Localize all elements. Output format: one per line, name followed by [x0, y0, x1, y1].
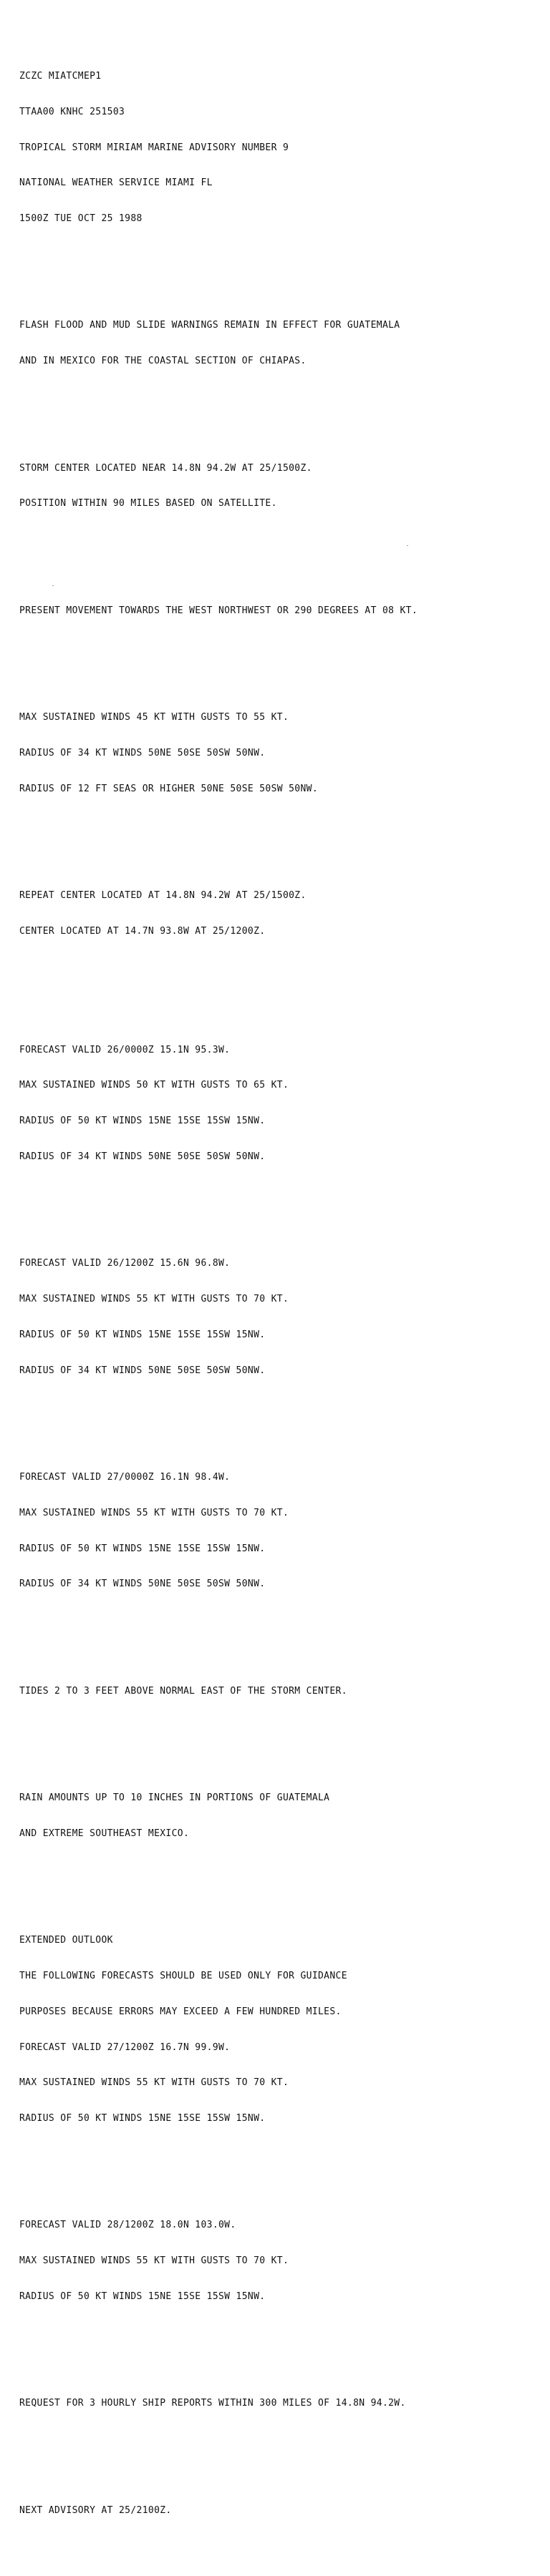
extended-forecast-block: [19, 2196, 542, 2327]
ship-report-request: [19, 2374, 542, 2434]
repeat-center-paragraph: [19, 867, 542, 962]
text-line: PRESENT MOVEMENT TOWARDS THE WEST NORTHWEST OR 290 DEGREES AT 08 KT.: [19, 605, 418, 616]
movement-paragraph: [19, 582, 542, 641]
text-line: FORECAST VALID 27/1200Z 16.7N 99.9W.: [19, 2041, 231, 2053]
text-line: FORECAST VALID 26/1200Z 15.6N 96.8W.: [19, 1258, 231, 1269]
text-line: STORM CENTER LOCATED NEAR 14.8N 94.2W AT 25/1500Z.: [19, 462, 312, 474]
text-line: RAIN AMOUNTS UP TO 10 INCHES IN PORTIONS OF GUATEMALA: [19, 1792, 330, 1804]
text-line: RADIUS OF 50 KT WINDS 15NE 15SE 15SW 15NW.: [19, 1116, 266, 1127]
tides-paragraph: [19, 1662, 542, 1722]
winds-paragraph: [19, 688, 542, 819]
header-line: TTAA00 KNHC 251503: [19, 106, 125, 117]
text-line: NEXT ADVISORY AT 25/2100Z.: [19, 2504, 172, 2516]
section-heading: EXTENDED OUTLOOK: [19, 1935, 113, 1946]
text-line: RADIUS OF 50 KT WINDS 15NE 15SE 15SW 15NW.: [19, 1543, 266, 1554]
text-line: AND IN MEXICO FOR THE COASTAL SECTION OF CHIAPAS.: [19, 356, 307, 367]
text-line: RADIUS OF 12 FT SEAS OR HIGHER 50NE 50SE 50SW 50NW.: [19, 783, 319, 794]
text-line: RADIUS OF 34 KT WINDS 50NE 50SE 50SW 50NW.: [19, 747, 266, 758]
text-line: TIDES 2 TO 3 FEET ABOVE NORMAL EAST OF THE STORM CENTER.: [19, 1685, 347, 1697]
text-line: RADIUS OF 34 KT WINDS 50NE 50SE 50SW 50NW.: [19, 1151, 266, 1162]
text-line: RADIUS OF 50 KT WINDS 15NE 15SE 15SW 15NW.: [19, 2113, 266, 2124]
text-line: POSITION WITHIN 90 MILES BASED ON SATELLITE.: [19, 498, 277, 509]
text-line: RADIUS OF 50 KT WINDS 15NE 15SE 15SW 15NW.: [19, 1329, 266, 1340]
text-line: THE FOLLOWING FORECASTS SHOULD BE USED ONLY FOR GUIDANCE: [19, 1970, 347, 1981]
scan-speck: [52, 585, 54, 586]
scan-speck: [407, 545, 408, 546]
text-line: FORECAST VALID 28/1200Z 18.0N 103.0W.: [19, 2220, 236, 2231]
text-line: RADIUS OF 50 KT WINDS 15NE 15SE 15SW 15NW.: [19, 2291, 266, 2302]
text-line: RADIUS OF 34 KT WINDS 50NE 50SE 50SW 50NW.: [19, 1365, 266, 1376]
text-line: MAX SUSTAINED WINDS 55 KT WITH GUSTS TO 70 KT.: [19, 1294, 289, 1305]
text-line: MAX SUSTAINED WINDS 55 KT WITH GUSTS TO 70 KT.: [19, 2255, 289, 2267]
text-line: PURPOSES BECAUSE ERRORS MAY EXCEED A FEW HUNDRED MILES.: [19, 2006, 342, 2017]
storm-center-paragraph: [19, 439, 542, 534]
text-line: FORECAST VALID 26/0000Z 15.1N 95.3W.: [19, 1044, 231, 1055]
text-line: REPEAT CENTER LOCATED AT 14.8N 94.2W AT 25/1500Z.: [19, 889, 307, 901]
issue-time: 1500Z TUE OCT 25 1988: [19, 213, 143, 225]
header-line: ZCZC MIATCMEP1: [19, 70, 102, 82]
forecast-block: [19, 1448, 542, 1614]
text-line: AND EXTREME SOUTHEAST MEXICO.: [19, 1828, 190, 1839]
extended-outlook-block: [19, 1911, 542, 2149]
next-advisory: [19, 2482, 542, 2541]
text-line: MAX SUSTAINED WINDS 55 KT WITH GUSTS TO 70 KT.: [19, 2077, 289, 2089]
advisory-document: [19, 11, 542, 2576]
issuing-office: NATIONAL WEATHER SERVICE MIAMI FL: [19, 177, 213, 189]
text-line: RADIUS OF 34 KT WINDS 50NE 50SE 50SW 50NW.: [19, 1579, 266, 1590]
rain-paragraph: [19, 1769, 542, 1864]
header-block: [19, 47, 542, 249]
text-line: MAX SUSTAINED WINDS 55 KT WITH GUSTS TO 70 KT.: [19, 1507, 289, 1518]
warnings-paragraph: [19, 296, 542, 391]
text-line: FLASH FLOOD AND MUD SLIDE WARNINGS REMAIN IN EFFECT FOR GUATEMALA: [19, 320, 400, 331]
text-line: MAX SUSTAINED WINDS 45 KT WITH GUSTS TO 55 KT.: [19, 712, 289, 723]
advisory-title: TROPICAL STORM MIRIAM MARINE ADVISORY NUMBER 9: [19, 142, 289, 153]
forecast-block: [19, 1234, 542, 1400]
text-line: FORECAST VALID 27/0000Z 16.1N 98.4W.: [19, 1472, 231, 1483]
text-line: CENTER LOCATED AT 14.7N 93.8W AT 25/1200Z.: [19, 925, 266, 937]
text-line: MAX SUSTAINED WINDS 50 KT WITH GUSTS TO 65 KT.: [19, 1080, 289, 1091]
text-line: REQUEST FOR 3 HOURLY SHIP REPORTS WITHIN 300 MILES OF 14.8N 94.2W.: [19, 2398, 406, 2409]
forecast-block: [19, 1020, 542, 1186]
